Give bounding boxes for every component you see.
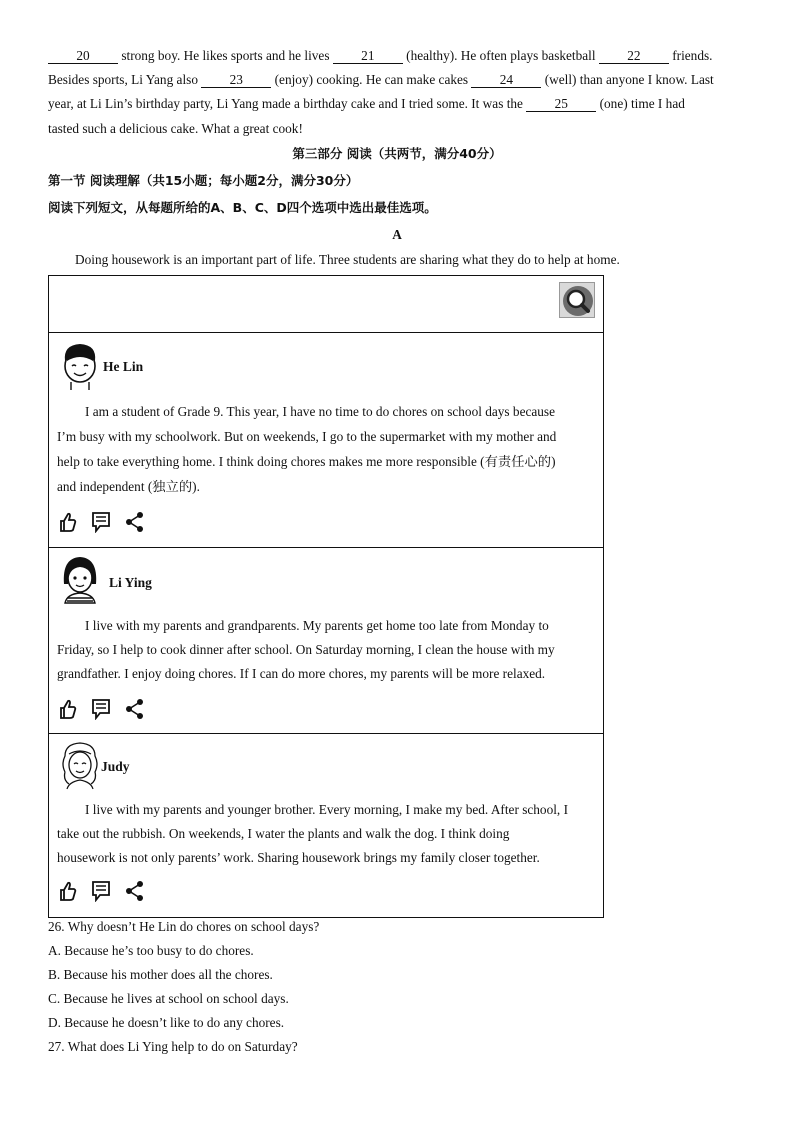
posts-table xyxy=(48,275,604,918)
option-26a: A. Because he’s too busy to do chores. xyxy=(48,943,254,958)
search-button[interactable] xyxy=(559,282,595,318)
blank-21: 21 xyxy=(333,49,403,64)
author-name: He Lin xyxy=(103,359,144,374)
comment-icon[interactable] xyxy=(91,880,111,902)
part-title: 第三部分 阅读（共两节，满分40分） xyxy=(292,146,502,161)
post-li-ying xyxy=(49,548,603,734)
post-judy xyxy=(49,734,603,918)
instruction: 阅读下列短文，从每题所给的A、B、C、D四个选项中选出最佳选项。 xyxy=(48,200,437,215)
curly-girl-avatar-icon xyxy=(59,740,101,790)
cloze-line-3: year, at Li Lin’s birthday party, Li Yang made a birthday cake and I tried some. It was the 25 (one) time I had xyxy=(48,96,685,111)
author-name: Li Ying xyxy=(109,575,152,590)
thumbs-up-icon[interactable] xyxy=(59,698,77,720)
share-icon[interactable] xyxy=(125,880,145,902)
blank-25: 25 xyxy=(526,97,596,112)
comment-icon[interactable] xyxy=(91,511,111,533)
search-icon xyxy=(560,283,596,319)
cloze-line-2: Besides sports, Li Yang also 23 (enjoy) cooking. He can make cakes 24 (well) than anyone I know. Last xyxy=(48,72,714,87)
post-he-lin xyxy=(49,333,603,548)
post-body: I live with my parents and grandparents. My parents get home too late from Monday to Friday, so I help to cook dinner after school. On Saturday morning, I clean the house with my grandfather. I enjoy doing chores. If I can do more chores, my parents will be more relaxed. xyxy=(57,618,555,681)
cloze-line-4: tasted such a delicious cake. What a great cook! xyxy=(48,121,303,136)
share-icon[interactable] xyxy=(125,698,145,720)
question-27: 27. What does Li Ying help to do on Saturday? xyxy=(48,1039,298,1054)
question-26: 26. Why doesn’t He Lin do chores on school days? xyxy=(48,919,320,934)
share-icon[interactable] xyxy=(125,511,145,533)
option-26b: B. Because his mother does all the chores. xyxy=(48,967,273,982)
search-bar-row xyxy=(49,276,603,333)
cloze-line-1: 20 strong boy. He likes sports and he lives 21 (healthy). He often plays basketball 22 friends. xyxy=(48,47,712,65)
thumbs-up-icon[interactable] xyxy=(59,880,77,902)
comment-icon[interactable] xyxy=(91,698,111,720)
post-actions xyxy=(59,511,159,533)
blank-23: 23 xyxy=(201,73,271,88)
post-actions xyxy=(59,698,159,720)
post-body: I live with my parents and younger brother. Every morning, I make my bed. After school, I take out the rubbish. On weekends, I water the plants and walk the dog. I think doing housework is not only parents’ work. Sharing housework brings my family closer together. xyxy=(57,802,568,865)
post-body: I am a student of Grade 9. This year, I have no time to do chores on school days because I’m busy with my schoolwork. But on weekends, I go to the supermarket with my mother and help to take everything home. I think doing chores makes me more responsible (有责任心的) and independent (独立的). xyxy=(57,404,557,494)
blank-24: 24 xyxy=(471,73,541,88)
post-actions xyxy=(59,880,159,902)
option-26d: D. Because he doesn’t like to do any chores. xyxy=(48,1015,285,1030)
author-name: Judy xyxy=(101,759,130,774)
option-26c: C. Because he lives at school on school days. xyxy=(48,991,289,1006)
sub-title: 第一节 阅读理解（共15小题；每小题2分，满分30分） xyxy=(48,173,359,188)
blank-22: 22 xyxy=(599,49,669,64)
girl-avatar-icon xyxy=(59,554,101,604)
boy-avatar-icon xyxy=(59,341,101,391)
blank-20: 20 xyxy=(48,49,118,64)
thumbs-up-icon[interactable] xyxy=(59,511,77,533)
passage-letter: A xyxy=(392,227,402,242)
passage-intro: Doing housework is an important part of life. Three students are sharing what they do to help at home. xyxy=(75,252,620,267)
